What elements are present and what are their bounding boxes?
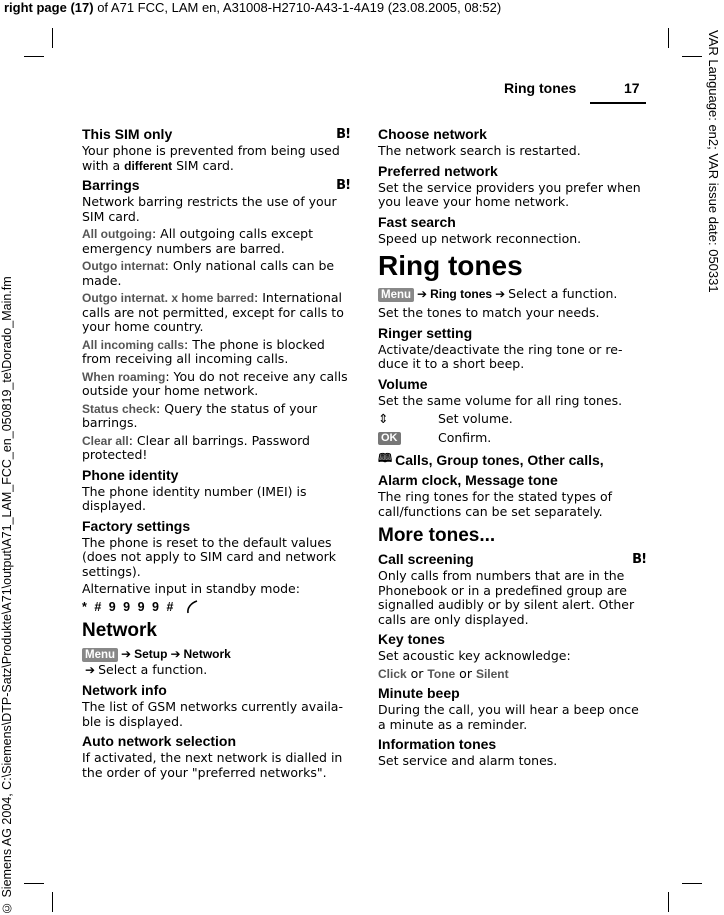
section-heading: Network info (82, 682, 167, 699)
menu-key-icon: Menu (82, 648, 118, 662)
section-heading: Fast search (378, 213, 456, 230)
section-heading: Call screening B! (378, 551, 646, 567)
network-service-icon: B! (336, 177, 350, 193)
var-info: VAR Language: en2; VAR issue date: 050331 (706, 30, 721, 293)
copyright-path: © Siemens AG 2004, C:\Siemens\DTP-Satz\Produkte\A71\output\A71_LAM_FCC_en_050819_te\Dorado_Main.fm (0, 276, 14, 915)
menu-key-icon: Menu (378, 288, 414, 302)
section-heading: Phone identity (82, 466, 179, 483)
network-service-icon: B! (632, 551, 646, 567)
section-heading: Volume (378, 375, 428, 392)
instruction-row: OK Confirm. (378, 429, 646, 445)
menu-path: Menu ➔ Setup ➔ Network ➔ Select a function. (82, 646, 350, 678)
chapter-title-ring-tones: Ring tones (378, 250, 523, 281)
menu-path: Menu ➔ Ring tones ➔ Select a function. (378, 286, 646, 302)
crop-mark (24, 883, 44, 884)
call-key-icon (185, 600, 199, 614)
section-heading: Minute beep (378, 685, 460, 701)
section-heading: Alarm clock, Message tone (378, 472, 558, 488)
header-rule (590, 102, 646, 104)
instruction-row: ⇕ Set volume. (378, 411, 513, 426)
section-heading: Factory settings (82, 517, 191, 534)
section-heading: Ringer setting (378, 324, 473, 341)
right-column: Choose network The network search is restarted. Preferred network Set the service providers you prefer when you leave your home network. Fast search Speed up network reconnection. Ring tones Menu ➔ Ring tones ➔ Select a function. Set the tones to match your needs. Ringer setting Activate/deactivate the ring tone or re-duce it to a short beep. Volume Set the same volume for all ring tones. ⇕ Set volume. OK Confirm. 🕮 Calls, Group tones, Other calls, Alarm clock, Message tone The ring tones for the stated types of call/functions can be set separately. More tones... Call screening B! Only calls from numbers that are in the Phonebook or in a predefined group are signalled audibly or by silent alert. Other calls are only displayed. Key tones Set acoustic key acknowledge: Click or Tone or Silent Minute beep During the call, you will hear a beep once a minute as a reminder. Information tones Set service and alarm tones. (378, 126, 646, 768)
nav-up-down-icon: ⇕ (378, 411, 389, 426)
print-meta: right page (17) of A71 FCC, LAM en, A31008-H2710-A43-1-4A19 (23.08.2005, 08:52) (4, 0, 502, 15)
crop-mark (24, 56, 44, 57)
ok-key-icon: OK (378, 432, 401, 445)
network-service-icon: B! (336, 126, 350, 142)
section-heading: Barrings B! (82, 177, 350, 193)
crop-mark (682, 883, 702, 884)
section-heading: Preferred network (378, 162, 498, 179)
section-heading: Key tones (378, 631, 445, 647)
crop-mark (52, 28, 53, 48)
section-title-network: Network (82, 620, 157, 642)
crop-mark (682, 56, 702, 57)
section-heading: Choose network (378, 126, 487, 142)
left-column: This SIM only B! Your phone is prevented from being used with a different SIM card. Barrings B! Network barring restricts the use of your SIM card. All outgoing: All outgoing calls except emergency numbers are barred. Outgo internat: Only national calls can be made. Outgo internat. x home barred: International calls are not permitted, except for calls to your home country. All incoming calls: The phone is blocked from receiving all incoming calls. When roaming: You do not receive any calls outside your home network. Status check: Query the status of your barrings. Clear all: Clear all barrings. Password protected! Phone identity The phone identity number (IMEI) is displayed. Factory settings The phone is reset to the default values (does not apply to SIM card and network settings). Alternative input in standby mode: * # 9 9 9 9 # Network Menu ➔ Setup ➔ Network ➔ Select a function. Network info The list of GSM networks currently availa-ble is displayed. Auto network selection If activated, the next network is dialled in the order of your "preferred networks". (82, 126, 350, 780)
section-heading: This SIM only B! (82, 126, 350, 142)
section-heading: Information tones (378, 736, 497, 752)
page-number: 17 (624, 80, 640, 96)
section-heading: Auto network selection (82, 733, 237, 750)
crop-mark (668, 28, 669, 48)
running-header: Ring tones (504, 80, 577, 96)
crop-mark (52, 892, 53, 912)
book-icon: 🕮 (378, 451, 393, 465)
section-heading: 🕮 Calls, Group tones, Other calls, (378, 449, 646, 470)
section-title-more-tones: More tones... (378, 525, 496, 546)
key-sequence: * # 9 9 9 9 # (82, 600, 350, 615)
crop-mark (668, 892, 669, 912)
